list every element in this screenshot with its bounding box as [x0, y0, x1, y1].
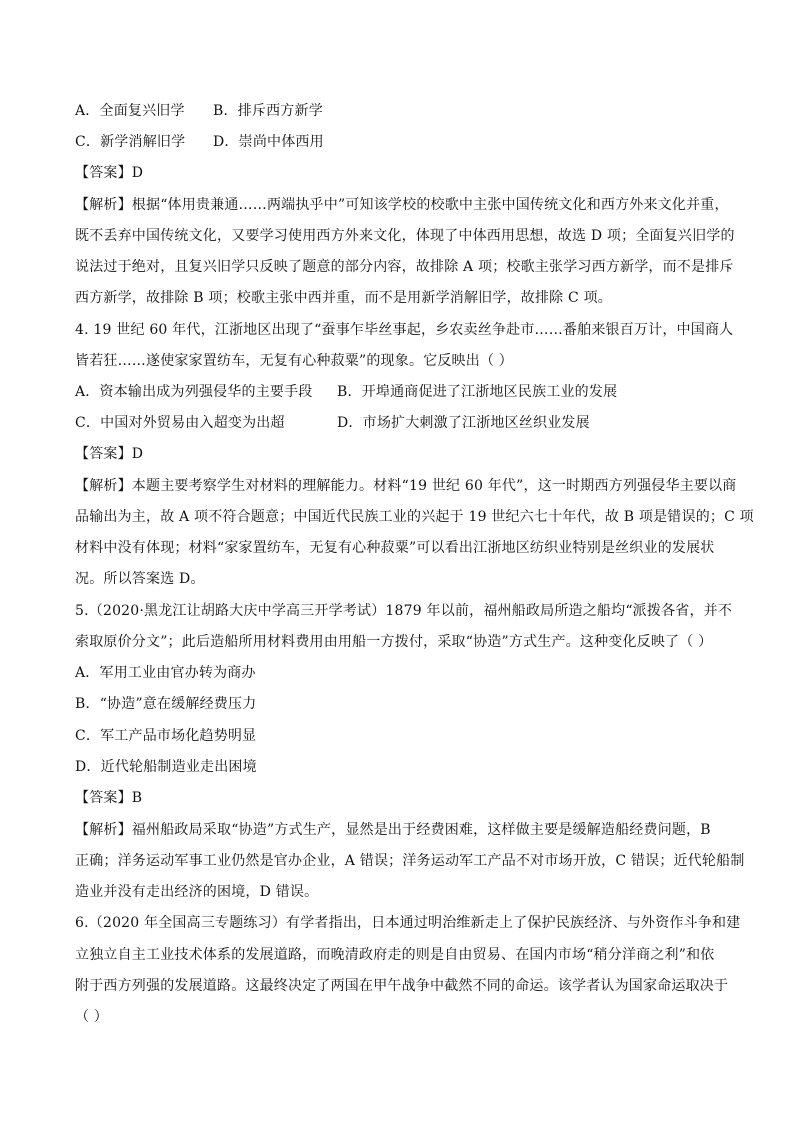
q3-analysis-line: 既不丢弃中国传统文化，又要学习使用西方外来文化，体现了中体西用思想，故选 D 项；全面复兴旧学的: [75, 228, 735, 244]
q6-stem-line: 6.（2020 年全国高三专题练习）有学者指出，日本通过明治维新走上了保护民族经济、与外资作斗争和建: [75, 915, 741, 931]
q4-analysis-line: 材料中没有体现；材料“家家置纺车，无复有心种菽粟”可以看出江浙地区纺织业特别是丝织业的发展状: [75, 540, 715, 556]
q4-analysis-line: 品输出为主，故 A 项不符合题意；中国近代民族工业的兴起于 19 世纪六七十年代，故 B 项是错误的；C 项: [75, 509, 754, 525]
q5-option-c: C．军工产品市场化趋势明显: [75, 728, 257, 744]
q3-option-c: C．新学消解旧学: [75, 134, 186, 150]
q5-stem-line: 索取原价分文”；此后造船所用材料费用由用船一方拨付，采取“协造”方式生产。这种变化反映了（ ）: [75, 634, 713, 650]
q5-analysis-line: 【解析】福州船政局采取“协造”方式生产，显然是出于经费困难，这样做主要是缓解造船经费问题，B: [75, 822, 711, 838]
q4-option-c: C．中国对外贸易由入超变为出超: [75, 415, 285, 431]
q3-analysis-line: 【解析】根据“体用贵兼通……两端执乎中”可知该学校的校歌中主张中国传统文化和西方外来文化并重，: [75, 197, 729, 213]
q4-stem-line: 4. 19 世纪 60 年代，江浙地区出现了“蚕事乍毕丝事起，乡农卖丝争赴市……番舶来银百万计，中国商人: [75, 322, 734, 338]
q5-stem-line: 5.（2020·黑龙江让胡路大庆中学高三开学考试）1879 年以前，福州船政局所造之船均“派拨各省，并不: [75, 603, 733, 619]
q5-option-b: B．“协造”意在缓解经费压力: [75, 696, 257, 712]
q6-stem-line: 立独立自主工业技术体系的发展道路，而晚清政府走的则是自由贸易、在国内市场“稍分洋商之利”和依: [75, 947, 715, 963]
q4-options-row-1: [75, 382, 725, 402]
q3-analysis-line: 西方新学，故排除 B 项；校歌主张中西并重，而不是用新学消解旧学，故排除 C 项。: [75, 290, 612, 306]
q3-options-row-1: [75, 101, 725, 121]
q3-answer: 【答案】D: [75, 165, 144, 181]
q4-analysis-line: 【解析】本题主要考察学生对材料的理解能力。材料“19 世纪 60 年代”，这一时期西方列强侵华主要以商: [75, 478, 737, 494]
q5-answer: 【答案】B: [75, 790, 143, 806]
q3-option-d: D．崇尚中体西用: [213, 134, 324, 150]
q4-option-d: D．市场扩大刺激了江浙地区丝织业发展: [337, 415, 590, 431]
q5-option-d: D．近代轮船制造业走出困境: [75, 759, 257, 775]
q4-stem-line: 皆若狂……遂使家家置纺车，无复有心种菽粟”的现象。它反映出（ ）: [75, 353, 514, 369]
q5-analysis-line: 正确；洋务运动军事工业仍然是官办企业，A 错误；洋务运动军工产品不对市场开放，C 错误；近代轮船制: [75, 853, 745, 869]
q5-option-a: A．军用工业由官办转为商办: [75, 665, 256, 681]
q4-option-b: B．开埠通商促进了江浙地区民族工业的发展: [337, 384, 618, 400]
q3-option-a: A．全面复兴旧学: [75, 103, 185, 119]
q4-answer: 【答案】D: [75, 446, 144, 462]
q3-option-b: B．排斥西方新学: [213, 103, 323, 119]
q6-stem-line: （ ）: [75, 1009, 109, 1025]
q4-option-a: A．资本输出成为列强侵华的主要手段: [75, 384, 313, 400]
q6-stem-line: 附于西方列强的发展道路。这最终决定了两国在甲午战争中截然不同的命运。该学者认为国家命运取决于: [75, 978, 729, 994]
q4-options-row-2: [75, 413, 725, 433]
q3-options-row-2: [75, 132, 725, 152]
q5-analysis-line: 造业并没有走出经济的困境，D 错误。: [75, 884, 319, 900]
q4-analysis-line: 况。所以答案选 D。: [75, 571, 205, 587]
q3-analysis-line: 说法过于绝对，且复兴旧学只反映了题意的部分内容，故排除 A 项；校歌主张学习西方新学，而不是排斥: [75, 259, 734, 275]
